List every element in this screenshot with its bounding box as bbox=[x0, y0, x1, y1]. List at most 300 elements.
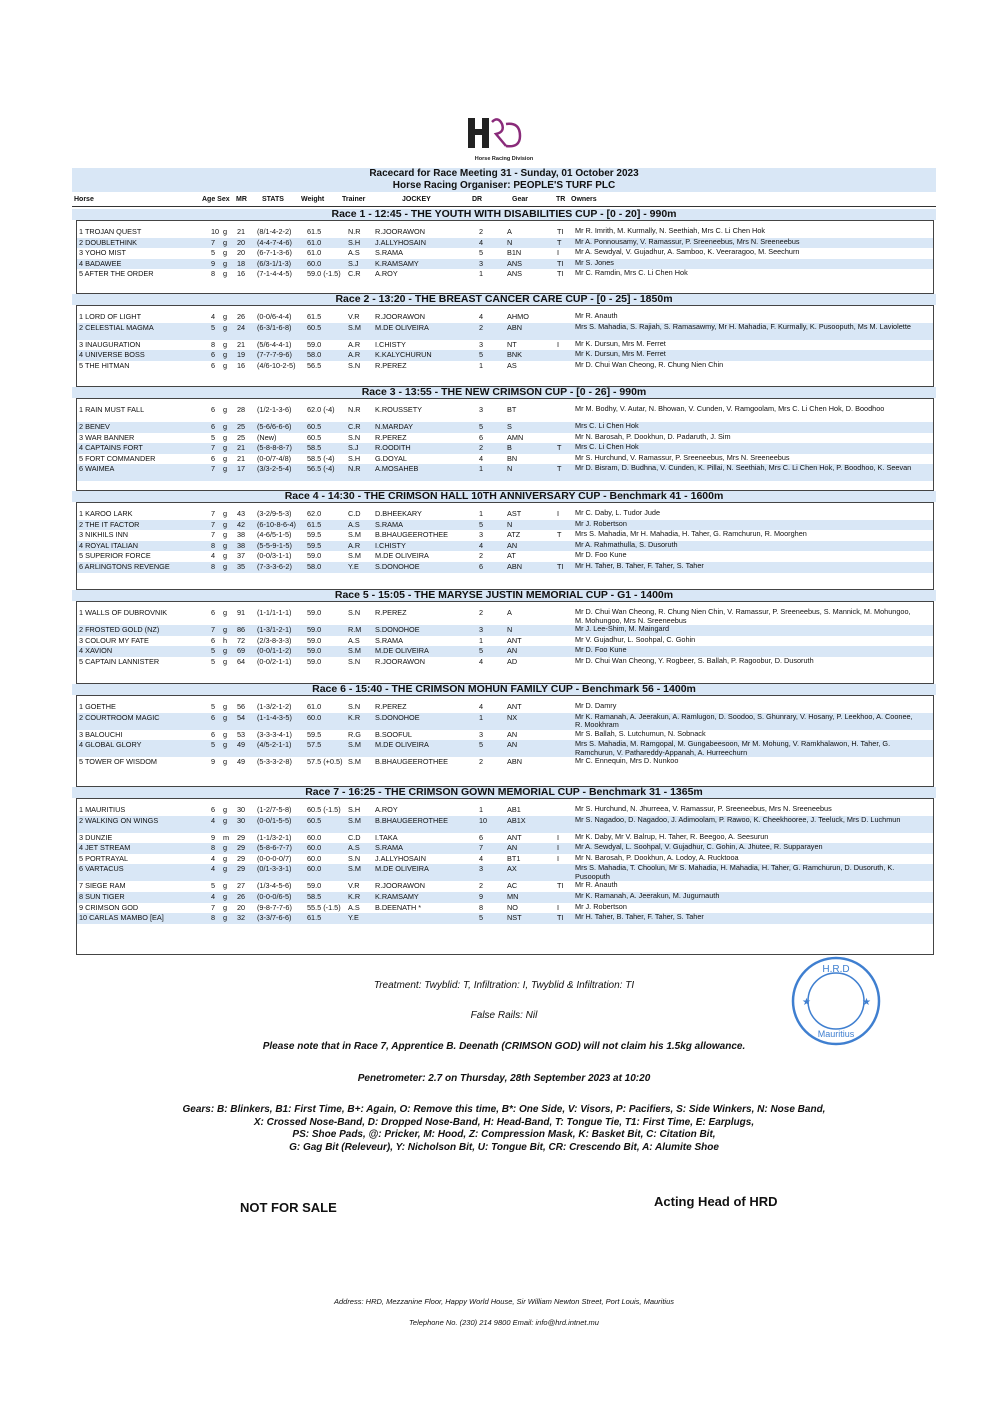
treatment: I bbox=[557, 339, 560, 349]
horse-name: 3 DUNZIE bbox=[79, 832, 113, 842]
horse-name: 1 WALLS OF DUBROVNIK bbox=[79, 608, 168, 617]
age: 4 bbox=[211, 312, 216, 321]
stats: (0/1-3-3-1) bbox=[257, 864, 292, 874]
mr: 72 bbox=[237, 635, 246, 645]
owners: Mr A. Rahmathulla, S. Dusoruth bbox=[575, 539, 678, 549]
age: 4 bbox=[211, 551, 216, 561]
owners: Mr D. Bisram, D. Budhna, V. Cunden, K. Pillai, N. Seethiah, Mrs C. Li Chen Hok, P. Boodhoo, K. Seevan bbox=[575, 463, 912, 473]
jockey: R.JOORAWON bbox=[375, 312, 425, 321]
gear: ANT bbox=[507, 635, 522, 645]
trainer: A.S bbox=[348, 843, 360, 853]
weight: 58.5 bbox=[307, 891, 322, 901]
table-row bbox=[77, 805, 933, 816]
table-row bbox=[77, 636, 933, 647]
gear: AN bbox=[507, 740, 518, 750]
gear: AD bbox=[507, 656, 518, 666]
draw: 5 bbox=[479, 913, 484, 923]
trainer: S.N bbox=[348, 853, 361, 863]
jockey: A.ROY bbox=[375, 805, 398, 814]
stats: (1-1/3-2-1) bbox=[257, 832, 292, 842]
draw: 4 bbox=[479, 540, 484, 550]
gear: B1N bbox=[507, 248, 522, 258]
race-title: Race 3 - 13:55 - THE NEW CRIMSON CUP - [0 - 26] - 990m bbox=[72, 387, 936, 398]
trainer: S.M bbox=[348, 530, 361, 540]
owners: Mr S. Hurchund, V. Ramassur, P. Sreeneebus, Mrs N. Sreeneebus bbox=[575, 452, 790, 462]
mr: 20 bbox=[237, 902, 246, 912]
weight: 59.0 bbox=[307, 339, 322, 349]
stats: (5-5-9-1-5) bbox=[257, 540, 292, 550]
gear: AMN bbox=[507, 432, 524, 442]
weight: 57.5 bbox=[307, 740, 322, 750]
horse-name: 2 THE IT FACTOR bbox=[79, 519, 140, 529]
treatment: T bbox=[557, 237, 562, 247]
horse-name: 1 KAROO LARK bbox=[79, 509, 133, 518]
owners: Mrs S. Mahadia, S. Rajiah, S. Ramasawmy, Mr H. Mahadia, F. Kurmally, K. Pusooputh, Ms M. Laviolette bbox=[575, 321, 911, 331]
owners: Mr S. Ballah, S. Lutchumun, N. Sobnack bbox=[575, 728, 706, 738]
horse-name: 6 VARTACUS bbox=[79, 864, 124, 874]
draw: 6 bbox=[479, 832, 484, 842]
gear: ANS bbox=[507, 269, 523, 279]
mr: 53 bbox=[237, 729, 246, 739]
sex: g bbox=[223, 815, 228, 825]
horse-name: 3 COLOUR MY FATE bbox=[79, 635, 149, 645]
col-weight: Weight bbox=[301, 196, 325, 203]
weight: 60.0 bbox=[307, 258, 322, 268]
sex: g bbox=[223, 646, 228, 656]
jockey: A.MOSAHEB bbox=[375, 464, 419, 474]
organiser: Horse Racing Organiser: PEOPLE'S TURF PLC bbox=[392, 180, 616, 191]
weight: 59.5 bbox=[307, 530, 322, 540]
treatment-note: Treatment: Twyblid: T, Infiltration: I, Twyblid & Infiltration: TI bbox=[373, 980, 635, 991]
age: 5 bbox=[211, 702, 216, 711]
weight: 59.0 (-1.5) bbox=[307, 269, 341, 279]
jockey: M.DE OLIVEIRA bbox=[375, 551, 429, 561]
weight: 58.0 bbox=[307, 350, 322, 360]
jockey: G.DOYAL bbox=[375, 453, 407, 463]
trainer: A.S bbox=[348, 635, 360, 645]
weight: 55.5 (-1.5) bbox=[307, 902, 341, 912]
weight: 62.0 bbox=[307, 509, 322, 518]
treatment: T bbox=[557, 530, 562, 540]
stats: (4/5-2-1-1) bbox=[257, 740, 292, 750]
mr: 38 bbox=[237, 530, 246, 540]
weight: 59.5 bbox=[307, 540, 322, 550]
weight: 59.0 bbox=[307, 624, 322, 634]
mr: 37 bbox=[237, 551, 246, 561]
mr: 19 bbox=[237, 350, 246, 360]
col-horse: Horse bbox=[74, 196, 94, 203]
telephone: Telephone No. (230) 214 9800 Email: info@hrd.intnet.mu bbox=[409, 1318, 599, 1327]
mr: 21 bbox=[237, 453, 246, 463]
draw: 4 bbox=[479, 656, 484, 666]
address: Address: HRD, Mezzanine Floor, Happy World House, Sir William Newton Street, Port Louis, Mauritius bbox=[333, 1297, 675, 1306]
age: 10 bbox=[211, 227, 220, 236]
draw: 2 bbox=[479, 608, 484, 617]
jockey: I.CHISTY bbox=[375, 540, 406, 550]
table-row bbox=[77, 551, 933, 562]
mr: 29 bbox=[237, 832, 246, 842]
stats: (0-0/1-1-2) bbox=[257, 646, 292, 656]
jockey: S.DONOHOE bbox=[375, 712, 420, 722]
horse-name: 4 BADAWEE bbox=[79, 258, 122, 268]
mr: 91 bbox=[237, 608, 246, 617]
stats: (1-1/1-1-1) bbox=[257, 608, 292, 617]
trainer: S.M bbox=[348, 815, 361, 825]
draw: 3 bbox=[479, 530, 484, 540]
weight: 61.0 bbox=[307, 248, 322, 258]
age: 4 bbox=[211, 853, 216, 863]
gear: AS bbox=[507, 360, 517, 370]
horse-name: 2 FROSTED GOLD (NZ) bbox=[79, 624, 160, 634]
mr: 25 bbox=[237, 432, 246, 442]
stats: (6-10-8-6-4) bbox=[257, 519, 296, 529]
horse-name: 2 DOUBLETHINK bbox=[79, 237, 137, 247]
horse-name: 2 COURTROOM MAGIC bbox=[79, 712, 160, 722]
col-trainer: Trainer bbox=[342, 196, 366, 203]
signatory: Acting Head of HRD bbox=[654, 1194, 778, 1209]
draw: 1 bbox=[479, 712, 484, 722]
trainer: S.M bbox=[348, 322, 361, 332]
draw: 10 bbox=[479, 815, 488, 825]
owners: Mr N. Barosah, P. Dookhun, D. Padaruth, J. Sim bbox=[575, 431, 731, 441]
weight: 60.5 bbox=[307, 322, 322, 332]
jockey: M.DE OLIVEIRA bbox=[375, 740, 429, 750]
stats: (5-8-8-8-7) bbox=[257, 443, 292, 453]
stats: (4-4-7-4-6) bbox=[257, 237, 292, 247]
sex: g bbox=[223, 656, 228, 666]
col-dr: DR bbox=[472, 196, 483, 203]
mr: 21 bbox=[237, 339, 246, 349]
sex: m bbox=[223, 832, 230, 842]
weight: 60.5 bbox=[307, 421, 322, 431]
weight: 59.0 bbox=[307, 551, 322, 561]
sex: g bbox=[223, 881, 228, 891]
table-row bbox=[77, 443, 933, 454]
stats: (5-8-6-7-7) bbox=[257, 843, 292, 853]
table-row bbox=[77, 657, 933, 668]
owners: Mrs S. Mahadia, Mr H. Mahadia, H. Taher, G. Ramchurun, R. Moorghen bbox=[575, 529, 807, 539]
draw: 2 bbox=[479, 443, 484, 453]
trainer: S.H bbox=[348, 237, 361, 247]
mr: 24 bbox=[237, 322, 246, 332]
mr: 28 bbox=[237, 405, 246, 414]
table-row bbox=[77, 433, 933, 444]
age: 4 bbox=[211, 815, 216, 825]
trainer: S.H bbox=[348, 453, 361, 463]
weight: 56.5 (-4) bbox=[307, 464, 335, 474]
trainer: S.H bbox=[348, 805, 361, 814]
table-row bbox=[77, 405, 933, 422]
jockey: B.BHAUGEEROTHEE bbox=[375, 757, 448, 767]
age: 7 bbox=[211, 443, 216, 453]
race-table bbox=[76, 601, 934, 684]
trainer: R.M bbox=[348, 624, 362, 634]
owners: Mr H. Taher, B. Taher, F. Taher, S. Taher bbox=[575, 561, 704, 570]
treatment: TI bbox=[557, 913, 564, 923]
col-owners: Owners bbox=[571, 196, 597, 203]
horse-name: 4 UNIVERSE BOSS bbox=[79, 350, 145, 360]
owners: Mr R. Imrith, M. Kurmally, N. Seethiah, Mrs C. Li Chen Hok bbox=[575, 226, 766, 235]
mr: 54 bbox=[237, 712, 246, 722]
trainer: Y.E bbox=[348, 562, 359, 571]
mr: 20 bbox=[237, 237, 246, 247]
jockey: B.BHAUGEEROTHEE bbox=[375, 530, 448, 540]
horse-name: 4 JET STREAM bbox=[79, 843, 131, 853]
age: 5 bbox=[211, 656, 216, 666]
gear: NX bbox=[507, 712, 518, 722]
jockey: K.RAMSAMY bbox=[375, 258, 419, 268]
gear: NO bbox=[507, 902, 518, 912]
gear: ANT bbox=[507, 832, 522, 842]
draw: 3 bbox=[479, 864, 484, 874]
trainer: N.R bbox=[348, 464, 361, 474]
stats: (3-2/9-5-3) bbox=[257, 509, 292, 518]
trainer: S.M bbox=[348, 740, 361, 750]
stats: (0-0-0/6-5) bbox=[257, 891, 292, 901]
race-table bbox=[76, 305, 934, 387]
gear: BT1 bbox=[507, 853, 521, 863]
treatment: TI bbox=[557, 227, 564, 236]
false-rails-note: False Rails: Nil bbox=[470, 1010, 538, 1021]
jockey: I.CHISTY bbox=[375, 339, 406, 349]
sex: g bbox=[223, 237, 228, 247]
weight: 61.5 bbox=[307, 519, 322, 529]
weight: 57.5 (+0.5) bbox=[307, 757, 343, 767]
draw: 4 bbox=[479, 312, 484, 321]
mr: 21 bbox=[237, 443, 246, 453]
draw: 5 bbox=[479, 421, 484, 431]
owners: Mr D. Chui Wan Cheong, Y. Rogbeer, S. Ballah, P. Ragoobur, D. Dusoruth bbox=[575, 655, 814, 665]
trainer: A.S bbox=[348, 519, 360, 529]
jockey: J.ALLYHOSAIN bbox=[375, 853, 426, 863]
stats: (1-3/2-1-2) bbox=[257, 702, 292, 711]
trainer: C.D bbox=[348, 509, 361, 518]
horse-name: 1 GOETHE bbox=[79, 702, 116, 711]
age: 5 bbox=[211, 740, 216, 750]
stats: (6/3-1/1-3) bbox=[257, 258, 292, 268]
weight: 58.5 (-4) bbox=[307, 453, 335, 463]
horse-name: 5 SUPERIOR FORCE bbox=[79, 551, 151, 561]
logo-caption: Horse Racing Division bbox=[474, 156, 534, 162]
col-mr: MR bbox=[236, 196, 247, 203]
jockey: R.JOORAWON bbox=[375, 227, 425, 236]
race-title: Race 5 - 15:05 - THE MARYSE JUSTIN MEMORIAL CUP - G1 - 1400m bbox=[72, 590, 936, 601]
table-row bbox=[77, 269, 933, 280]
horse-name: 1 TROJAN QUEST bbox=[79, 227, 142, 236]
mr: 16 bbox=[237, 360, 246, 370]
horse-name: 6 ARLINGTONS REVENGE bbox=[79, 562, 170, 571]
age: 7 bbox=[211, 509, 216, 518]
sex: g bbox=[223, 421, 228, 431]
sex: g bbox=[223, 258, 228, 268]
trainer: N.R bbox=[348, 227, 361, 236]
stats: (5-3-3-2-8) bbox=[257, 757, 292, 767]
jockey: D.BHEEKARY bbox=[375, 509, 422, 518]
horse-name: 3 NIKHILS INN bbox=[79, 530, 129, 540]
gear: S bbox=[507, 421, 512, 431]
table-row bbox=[77, 227, 933, 238]
trainer: Y.E bbox=[348, 913, 359, 923]
table-row bbox=[77, 608, 933, 625]
horse-name: 5 THE HITMAN bbox=[79, 360, 130, 370]
sex: g bbox=[223, 519, 228, 529]
star-icon: ★ bbox=[862, 997, 871, 1008]
sex: g bbox=[223, 530, 228, 540]
jockey: S.DONOHOE bbox=[375, 562, 420, 571]
horse-name: 4 CAPTAINS FORT bbox=[79, 443, 143, 453]
stats: (0-0/2-1-1) bbox=[257, 656, 292, 666]
sex: g bbox=[223, 624, 228, 634]
stats: (New) bbox=[257, 432, 277, 442]
col-stats: STATS bbox=[262, 196, 284, 203]
gear: AST bbox=[507, 509, 522, 518]
draw: 5 bbox=[479, 646, 484, 656]
treatment: TI bbox=[557, 258, 564, 268]
weight: 60.0 bbox=[307, 843, 322, 853]
draw: 2 bbox=[479, 881, 484, 891]
weight: 60.0 bbox=[307, 864, 322, 874]
age: 8 bbox=[211, 540, 216, 550]
sex: g bbox=[223, 843, 228, 853]
owners: Mr K. Ramanah, A. Jeerakun, M. Jugurnauth bbox=[575, 890, 720, 900]
table-row bbox=[77, 238, 933, 249]
owners: Mr D. Chui Wan Cheong, R. Chung Nien Chin bbox=[575, 359, 724, 369]
mr: 49 bbox=[237, 757, 246, 767]
age: 6 bbox=[211, 608, 216, 617]
sex: g bbox=[223, 740, 228, 750]
treatment: TI bbox=[557, 562, 564, 571]
age: 4 bbox=[211, 891, 216, 901]
trainer: A.R bbox=[348, 540, 361, 550]
owners: Mr C. Ramdin, Mrs C. Li Chen Hok bbox=[575, 268, 688, 278]
table-row bbox=[77, 562, 933, 573]
jockey: I.TAKA bbox=[375, 832, 398, 842]
stats: (5-6/6-6-6) bbox=[257, 421, 292, 431]
age: 6 bbox=[211, 360, 216, 370]
draw: 8 bbox=[479, 902, 484, 912]
gear: N bbox=[507, 624, 513, 634]
owners: Mr J. Lee-Shim, M. Maingard bbox=[575, 623, 670, 633]
age: 8 bbox=[211, 269, 216, 279]
sex: g bbox=[223, 350, 228, 360]
mr: 21 bbox=[237, 227, 246, 236]
horse-name: 5 PORTRAYAL bbox=[79, 853, 129, 863]
weight: 59.0 bbox=[307, 635, 322, 645]
jockey: R.JOORAWON bbox=[375, 656, 425, 666]
race-table bbox=[76, 220, 934, 294]
jockey: N.MARDAY bbox=[375, 421, 413, 431]
sex: g bbox=[223, 360, 228, 370]
draw: 6 bbox=[479, 432, 484, 442]
table-row bbox=[77, 864, 933, 881]
sex: g bbox=[223, 551, 228, 561]
draw: 4 bbox=[479, 237, 484, 247]
horse-name: 2 WALKING ON WINGS bbox=[79, 815, 159, 825]
jockey: B.BHAUGEEROTHEE bbox=[375, 815, 448, 825]
gear: ANT bbox=[507, 702, 522, 711]
sex: g bbox=[223, 562, 228, 571]
draw: 3 bbox=[479, 729, 484, 739]
owners: Mrs S. Mahadia, T. Choolun, Mr S. Mahadia, H. Mahadia, H. Taher, G. Ramchurun, D. Dusoruth, K. Pusooputh bbox=[575, 863, 895, 881]
owners: Mrs C. Li Chen Hok bbox=[575, 420, 639, 430]
col-gear: Gear bbox=[512, 196, 528, 203]
race-table bbox=[76, 502, 934, 590]
owners: Mr C. Daby, L. Tudor Jude bbox=[575, 508, 661, 517]
jockey: K.RAMSAMY bbox=[375, 891, 419, 901]
weight: 60.0 bbox=[307, 853, 322, 863]
gears-line: PS: Shoe Pads, @: Pricker, M: Hood, Z: Compression Mask, K: Basket Bit, C: Citation Bit, bbox=[292, 1129, 716, 1140]
owners: Mr R. Anauth bbox=[575, 880, 618, 890]
race-title: Race 7 - 16:25 - THE CRIMSON GOWN MEMORIAL CUP - Benchmark 31 - 1365m bbox=[72, 787, 936, 798]
stamp-bottom-text: Mauritius bbox=[817, 1029, 855, 1039]
age: 8 bbox=[211, 843, 216, 853]
table-row bbox=[77, 422, 933, 433]
sex: g bbox=[223, 702, 228, 711]
stats: (1/3-4-5-6) bbox=[257, 881, 292, 891]
draw: 5 bbox=[479, 248, 484, 258]
race-title: Race 4 - 14:30 - THE CRIMSON HALL 10TH ANNIVERSARY CUP - Benchmark 41 - 1600m bbox=[72, 491, 936, 502]
horse-name: 3 BALOUCHI bbox=[79, 729, 123, 739]
mr: 26 bbox=[237, 312, 246, 321]
gears-line: Gears: B: Blinkers, B1: First Time, B+: Again, O: Remove this time, B*: One Side, V: Visors, P: Pacifiers, S: Side Winkers, N: Nose Band, bbox=[182, 1104, 826, 1115]
table-row bbox=[77, 913, 933, 924]
trainer: K.R bbox=[348, 891, 361, 901]
race-table bbox=[76, 695, 934, 787]
trainer: S.M bbox=[348, 646, 361, 656]
age: 6 bbox=[211, 712, 216, 722]
gear: AX bbox=[507, 864, 517, 874]
age: 6 bbox=[211, 350, 216, 360]
weight: 60.5 (-1.5) bbox=[307, 805, 341, 814]
treatment: I bbox=[557, 843, 560, 853]
stats: (8/1-4-2-2) bbox=[257, 227, 292, 236]
sex: g bbox=[223, 405, 228, 414]
owners: Mrs C. Li Chen Hok bbox=[575, 442, 639, 452]
gear: N bbox=[507, 519, 513, 529]
trainer: A.R bbox=[348, 350, 361, 360]
owners: Mr K. Dursun, Mrs M. Ferret bbox=[575, 349, 666, 359]
stats: (4/6-10-2-5) bbox=[257, 360, 296, 370]
stats: (1-1-4-3-5) bbox=[257, 712, 292, 722]
gear: AN bbox=[507, 646, 518, 656]
sex: g bbox=[223, 757, 228, 767]
mr: 26 bbox=[237, 891, 246, 901]
table-row bbox=[77, 530, 933, 541]
trainer: A.S bbox=[348, 248, 360, 258]
mr: 69 bbox=[237, 646, 246, 656]
table-row bbox=[77, 259, 933, 270]
trainer: K.R bbox=[348, 712, 361, 722]
trainer: S.N bbox=[348, 656, 361, 666]
jockey: S.RAMA bbox=[375, 635, 403, 645]
mr: 27 bbox=[237, 881, 246, 891]
jockey: M.DE OLIVEIRA bbox=[375, 646, 429, 656]
race-title: Race 6 - 15:40 - THE CRIMSON MOHUN FAMILY CUP - Benchmark 56 - 1400m bbox=[72, 684, 936, 695]
table-row bbox=[77, 740, 933, 757]
trainer: R.G bbox=[348, 729, 361, 739]
jockey: R.PEREZ bbox=[375, 432, 407, 442]
horse-name: 3 INAUGURATION bbox=[79, 339, 141, 349]
trainer: V.R bbox=[348, 881, 360, 891]
age: 6 bbox=[211, 729, 216, 739]
age: 6 bbox=[211, 635, 216, 645]
racecard-header bbox=[72, 168, 936, 192]
draw: 1 bbox=[479, 805, 484, 814]
hrd-stamp bbox=[790, 955, 882, 1047]
age: 6 bbox=[211, 453, 216, 463]
sex: g bbox=[223, 712, 228, 722]
table-row bbox=[77, 702, 933, 713]
